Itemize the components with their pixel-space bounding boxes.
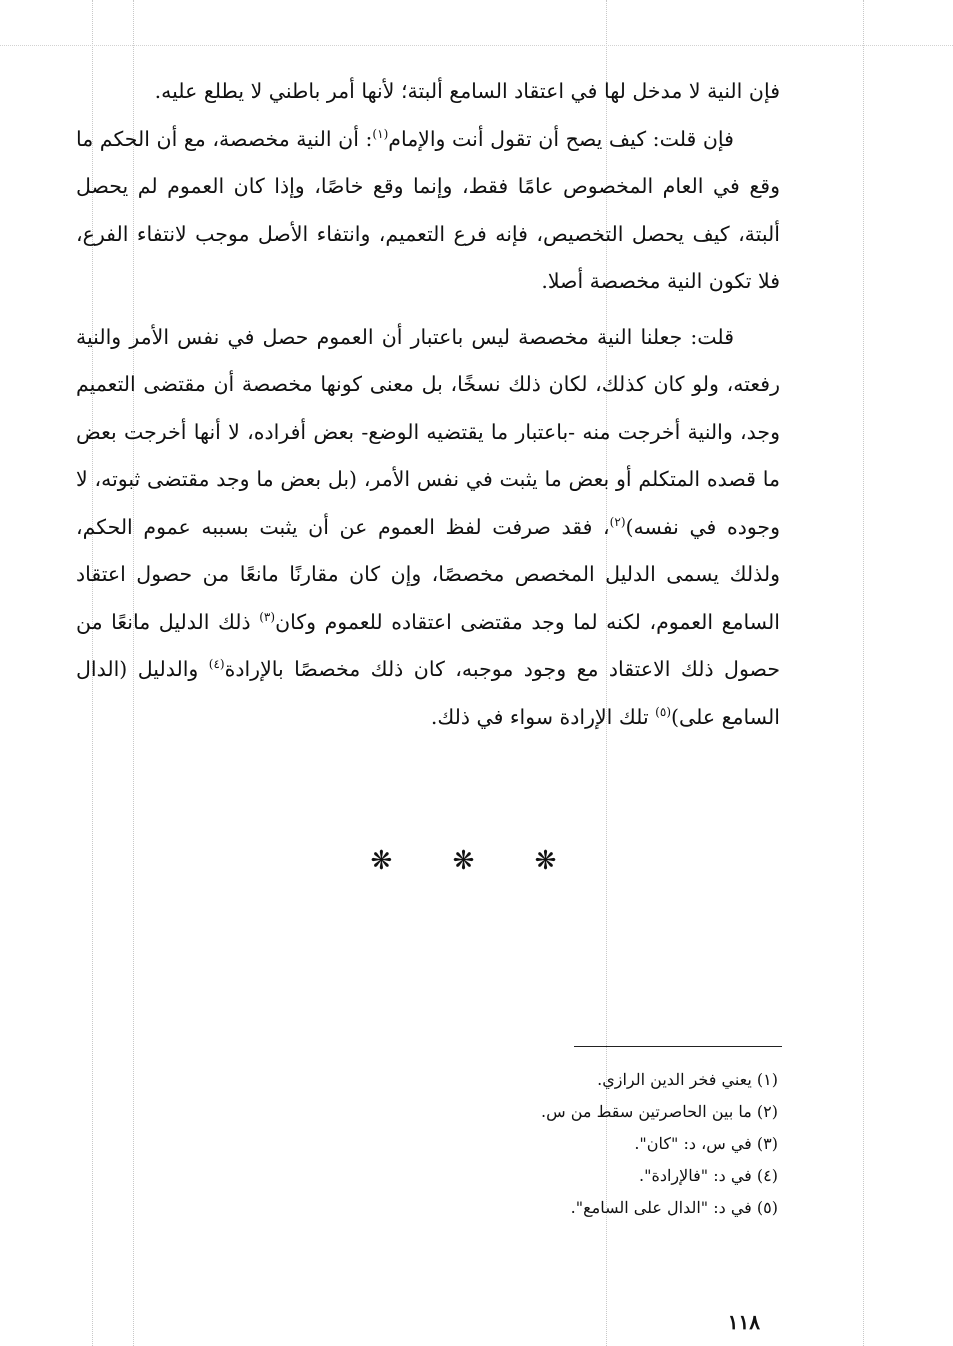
footnote-item: (١) يعني فخر الدين الرازي. xyxy=(597,1070,778,1089)
paragraph xyxy=(76,116,780,306)
footnote-item: (٥) في د: "الدال على السامع". xyxy=(570,1198,778,1217)
footnote-item: (٣) في س، د: "كان". xyxy=(634,1134,778,1153)
section-ornament: ❋ ❋ ❋ xyxy=(370,846,583,876)
paragraph-text: تلك الإرادة سواء في ذلك. xyxy=(430,704,656,729)
page-number: ١١٨ xyxy=(727,1310,760,1334)
paragraph-text: ذلك الدليل مانعًا من حصول ذلك الاعتقاد مع وجود موجبه، كان ذلك مخصصًا بالإرادة xyxy=(76,609,780,681)
paragraph-text: فإن النية لا مدخل لها في اعتقاد السامع ألبتة؛ لأنها أمر باطني لا يطلع عليه. xyxy=(154,79,780,103)
footnote-reference: (٤) xyxy=(208,657,225,672)
paragraph-text: ، فقد صرفت لفظ العموم عن أن يثبت بسببه عموم الحكم، ولذلك يسمى الدليل المخصص مخصصًا، وإن كان مقارنًا مانعًا من حصول اعتقاد السامع العموم، لكنه لما وجد مقتضى اعتقاده للعموم وكان xyxy=(76,514,780,634)
footnote-item: (٢) ما بين الحاصرتين سقط من س. xyxy=(541,1102,778,1121)
footnote-reference: (٢) xyxy=(609,514,626,529)
paragraph-text: : أن النية مخصصة، مع أن الحكم ما وقع في العام المخصوص عامًا فقط، وإنما وقع خاصًا، وإذا كان العموم لم يحصل ألبتة، كيف يحصل التخصيص، فإنه فرع التعميم، وانتفاء الأصل موجب لانتفاء الفرع، فلا تكون النية مخصصة أصلا. xyxy=(76,126,780,293)
footnote-reference: (٣) xyxy=(259,609,276,624)
paragraph xyxy=(76,68,780,116)
paragraph-text: فإن قلت: كيف يصح أن تقول أنت والإمام xyxy=(388,126,734,151)
main-text xyxy=(76,68,780,741)
footnote-reference: (١) xyxy=(372,126,389,141)
scan-guide-line xyxy=(0,45,953,46)
footnote-item: (٤) في د: "فالإرادة". xyxy=(639,1166,778,1185)
paragraph-text: قلت: جعلنا النية مخصصة ليس باعتبار أن العموم حصل في نفس الأمر والنية رفعته، ولو كان كذلك، لكان ذلك نسخًا، بل معنى كونها مخصصة أن مقتضى التعميم وجد، والنية أخرجت منه -باعتبار ما يقتضيه الوضع- بعض أفراده، لا أنها أخرجت بعض ما قصده المتكلم أو بعض ما يثبت في نفس الأمر، (بل بعض ما وجد مقتضى ثبوته، لا وجوده في نفسه) xyxy=(76,324,781,539)
paragraph-text: والدليل (الدال السامع على) xyxy=(76,657,780,729)
footnotes xyxy=(440,1064,778,1224)
footnote-reference: (٥) xyxy=(655,704,671,719)
scan-guide-line xyxy=(863,0,864,1346)
paragraph xyxy=(76,314,780,742)
footnote-separator xyxy=(574,1046,782,1047)
